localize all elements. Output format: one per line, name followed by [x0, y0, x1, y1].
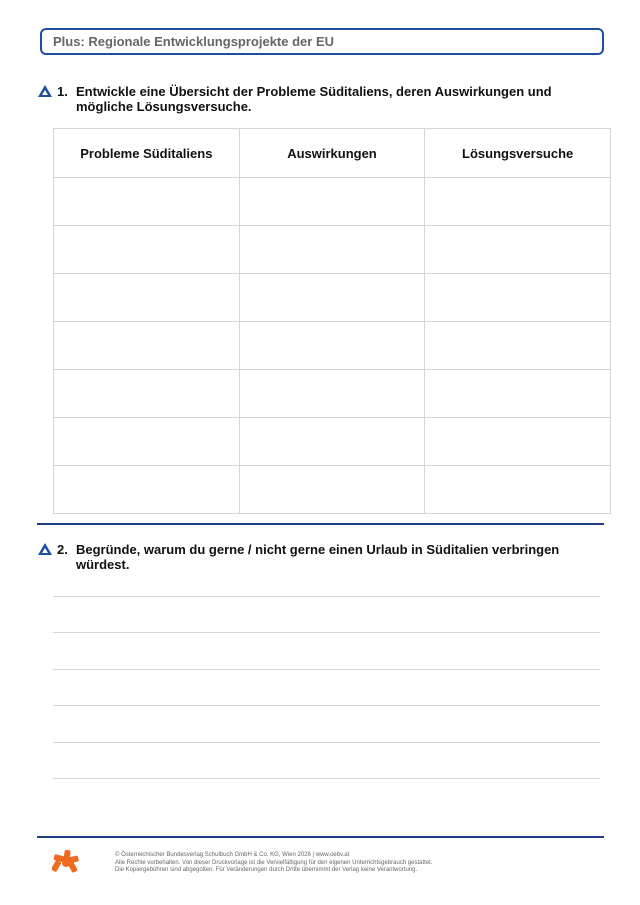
task-2-number: 2.	[57, 542, 68, 557]
table-cell[interactable]	[425, 370, 611, 418]
writing-line[interactable]	[53, 742, 600, 743]
page-title: Plus: Regionale Entwicklungsprojekte der EU	[53, 34, 335, 49]
blue-triangle-level-icon	[38, 85, 52, 97]
task-2-text: Begründe, warum du gerne / nicht gerne einen Urlaub in Süditalien verbringen würdest.	[76, 542, 560, 572]
table-cell[interactable]	[425, 274, 611, 322]
footer-line-2: Alle Rechte vorbehalten. Von dieser Druckvorlage ist die Vervielfältigung für den eigenen Unterrichtsgebrauch gestattet.	[115, 859, 433, 866]
column-header-probleme: Probleme Süditaliens	[54, 129, 240, 178]
footer-divider	[37, 836, 604, 838]
table-row	[54, 370, 611, 418]
table-cell[interactable]	[239, 418, 425, 466]
table-cell[interactable]	[425, 178, 611, 226]
task-1-text: Entwickle eine Übersicht der Probleme Süditaliens, deren Auswirkungen und mögliche Lösungsversuche.	[76, 84, 552, 114]
table-cell[interactable]	[425, 322, 611, 370]
footer-copyright	[115, 852, 585, 875]
table-cell[interactable]	[54, 178, 240, 226]
table-cell[interactable]	[425, 418, 611, 466]
writing-line[interactable]	[53, 596, 600, 597]
writing-line[interactable]	[53, 669, 600, 670]
table-cell[interactable]	[239, 466, 425, 514]
table-row	[54, 226, 611, 274]
table-cell[interactable]	[239, 370, 425, 418]
table-row	[54, 178, 611, 226]
table-cell[interactable]	[239, 226, 425, 274]
column-header-auswirkungen: Auswirkungen	[239, 129, 425, 178]
table-cell[interactable]	[239, 322, 425, 370]
table-cell[interactable]	[54, 466, 240, 514]
table-cell[interactable]	[425, 466, 611, 514]
table-cell[interactable]	[54, 370, 240, 418]
writing-line[interactable]	[53, 778, 600, 779]
table-cell[interactable]	[239, 178, 425, 226]
table-row	[54, 466, 611, 514]
overview-table	[53, 128, 611, 514]
writing-line[interactable]	[53, 632, 600, 633]
table-header-row	[54, 129, 611, 178]
section-divider	[37, 523, 604, 525]
table-row	[54, 322, 611, 370]
footer-line-1: © Österreichischer Bundesverlag Schulbuch GmbH & Co. KG, Wien 2026 | www.oebv.at	[115, 852, 350, 858]
page-title-box	[40, 28, 604, 55]
blue-triangle-level-icon	[38, 543, 52, 555]
table-cell[interactable]	[54, 418, 240, 466]
table-row	[54, 274, 611, 322]
table-cell[interactable]	[54, 226, 240, 274]
writing-line[interactable]	[53, 705, 600, 706]
footer-line-3: Die Kopiergebühren sind abgegolten. Für Veränderungen durch Dritte übernimmt der Verlag keine Verantwortung.	[115, 867, 418, 873]
table-cell[interactable]	[239, 274, 425, 322]
table-cell[interactable]	[54, 322, 240, 370]
table-cell[interactable]	[425, 226, 611, 274]
task-1-number: 1.	[57, 84, 68, 99]
oebv-logo	[52, 849, 80, 877]
table-cell[interactable]	[54, 274, 240, 322]
table-row	[54, 418, 611, 466]
column-header-loesungsversuche: Lösungsversuche	[425, 129, 611, 178]
